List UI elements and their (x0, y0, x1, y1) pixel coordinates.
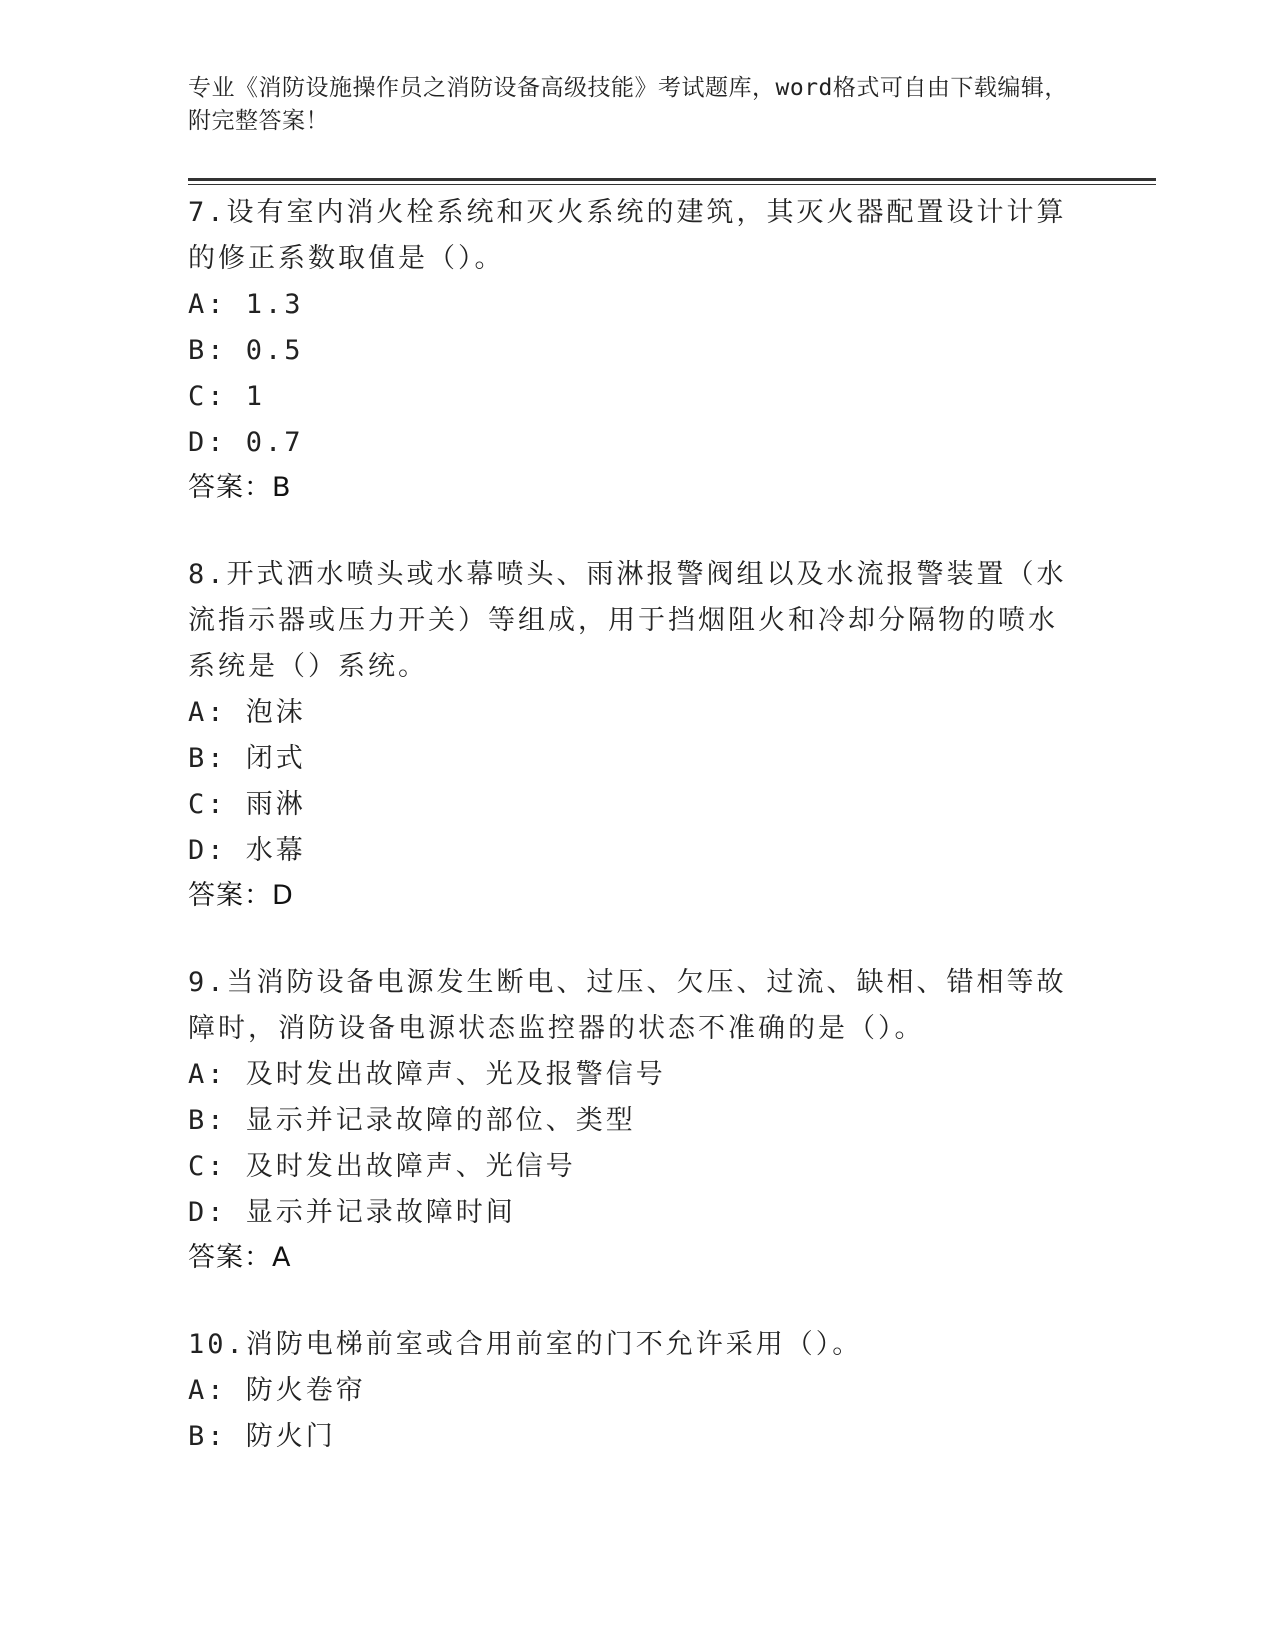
question-stem: 10.消防电梯前室或合用前室的门不允许采用（）。 (188, 1329, 863, 1360)
answer-label: 答案：D (188, 880, 294, 911)
option-d: D: 水幕 (188, 835, 306, 866)
question-9 (188, 960, 1068, 1280)
option-b: B: 防火门 (188, 1421, 336, 1452)
question-stem: 8.开式洒水喷头或水幕喷头、雨淋报警阀组以及水流报警装置（水流指示器或压力开关）等组成，用于挡烟阻火和冷却分隔物的喷水系统是（）系统。 (188, 559, 1067, 682)
question-list (188, 190, 1068, 1502)
option-d: D: 0.7 (188, 427, 304, 458)
option-b: B: 显示并记录故障的部位、类型 (188, 1105, 636, 1136)
option-a: A: 泡沫 (188, 697, 306, 728)
question-8 (188, 552, 1068, 918)
question-7 (188, 190, 1068, 510)
option-a: A: 及时发出故障声、光及报警信号 (188, 1059, 666, 1090)
answer-label: 答案：A (188, 1242, 292, 1273)
option-b: B: 闭式 (188, 743, 306, 774)
answer-label: 答案：B (188, 472, 292, 503)
option-c: C: 雨淋 (188, 789, 306, 820)
option-a: A: 防火卷帘 (188, 1375, 366, 1406)
header-divider-thin (188, 184, 1156, 185)
header-divider-thick (188, 178, 1156, 181)
option-a: A: 1.3 (188, 289, 304, 320)
option-b: B: 0.5 (188, 335, 304, 366)
option-d: D: 显示并记录故障时间 (188, 1197, 516, 1228)
document-header: 专业《消防设施操作员之消防设备高级技能》考试题库，word格式可自由下载编辑，附完整答案！ (188, 75, 1068, 134)
option-c: C: 及时发出故障声、光信号 (188, 1151, 576, 1182)
option-c: C: 1 (188, 381, 266, 412)
question-10 (188, 1322, 1068, 1460)
question-stem: 7.设有室内消火栓系统和灭火系统的建筑，其灭火器配置设计计算的修正系数取值是（）。 (188, 197, 1067, 274)
question-stem: 9.当消防设备电源发生断电、过压、欠压、过流、缺相、错相等故障时，消防设备电源状态监控器的状态不准确的是（）。 (188, 967, 1067, 1044)
